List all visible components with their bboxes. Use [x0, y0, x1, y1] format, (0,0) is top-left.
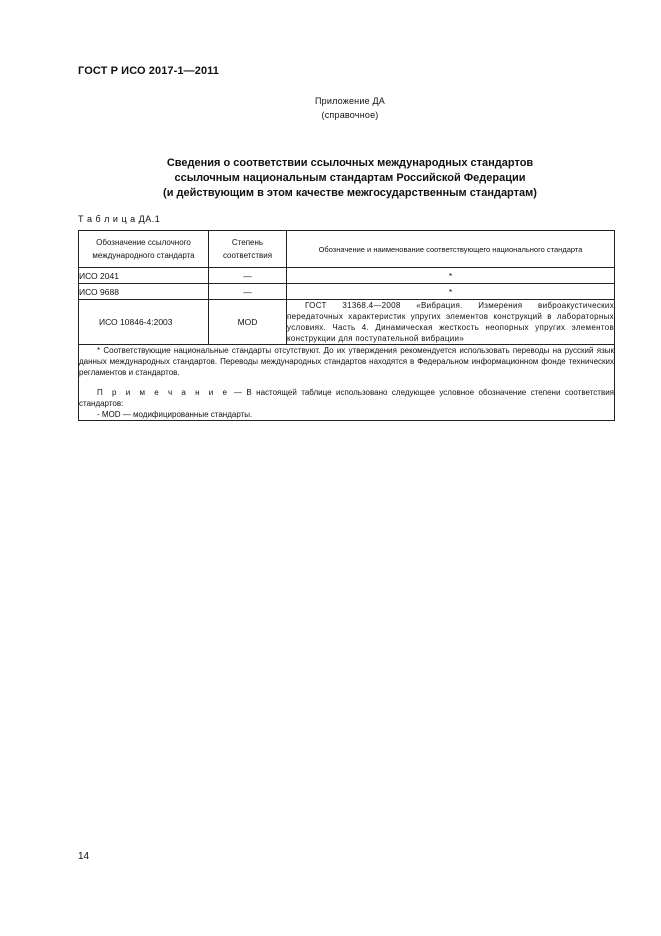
table-notes-row — [79, 345, 615, 421]
degree-cell: — — [209, 284, 287, 300]
designation-cell: ИСО 10846-4:2003 — [79, 300, 209, 345]
table-header-row — [79, 231, 615, 268]
title-line-2: ссылочным национальным стандартам Российской Федерации — [174, 172, 526, 184]
annex-heading — [255, 94, 445, 122]
footnote: * Соответствующие национальные стандарты отсутствуют. До их утверждения рекомендуется использовать переводы на русский язык данных международных стандартов. Переводы международных стандартов находятся в Федеральном информационном фонде технических регламентов и стандартов. — [79, 346, 614, 377]
designation-cell: ИСО 2041 — [79, 268, 209, 284]
correspondence-table — [78, 230, 615, 421]
degree-cell: — — [209, 268, 287, 284]
national-standard-cell: * — [287, 284, 615, 300]
title-line-1: Сведения о соответствии ссылочных международных стандартов — [166, 157, 534, 169]
annex-type: (справочное) — [321, 110, 379, 120]
degree-cell: MOD — [209, 300, 287, 345]
designation-cell: ИСО 9688 — [79, 284, 209, 300]
note-item: - MOD — модифицированные стандарты. — [97, 410, 253, 419]
note — [79, 387, 614, 409]
title-line-3: (и действующим в этом качестве межгосударственным стандартам) — [163, 187, 537, 199]
table-row — [79, 268, 615, 284]
header-international-standard: Обозначение ссылочного международного стандарта — [79, 231, 209, 268]
page-number: 14 — [78, 851, 90, 862]
annex-title: Приложение ДА — [315, 96, 385, 106]
national-standard-cell: ГОСТ 31368.4—2008 «Вибрация. Измерения виброакустических передаточных характеристик упругих элементов конструкций в лабораторных условиях. Часть 4. Динамическая жесткость неопорных упругих элементов конструкции для поступательной вибрации» — [287, 301, 614, 343]
table-row — [79, 284, 615, 300]
table-notes — [79, 345, 615, 421]
national-standard-cell: * — [287, 268, 615, 284]
note-text: — В настоящей таблице использовано следующее условное обозначение степени соответствия стандартов: — [79, 388, 614, 408]
note-label: П р и м е ч а н и е — [97, 388, 230, 397]
header-national-standard: Обозначение и наименование соответствующего национального стандарта — [287, 231, 615, 268]
header-degree: Степень соответствия — [209, 231, 287, 268]
table-row — [79, 300, 615, 345]
standard-designation: ГОСТ Р ИСО 2017-1—2011 — [78, 65, 219, 77]
table-label: Т а б л и ц а ДА.1 — [78, 214, 161, 224]
document-title — [100, 156, 600, 201]
